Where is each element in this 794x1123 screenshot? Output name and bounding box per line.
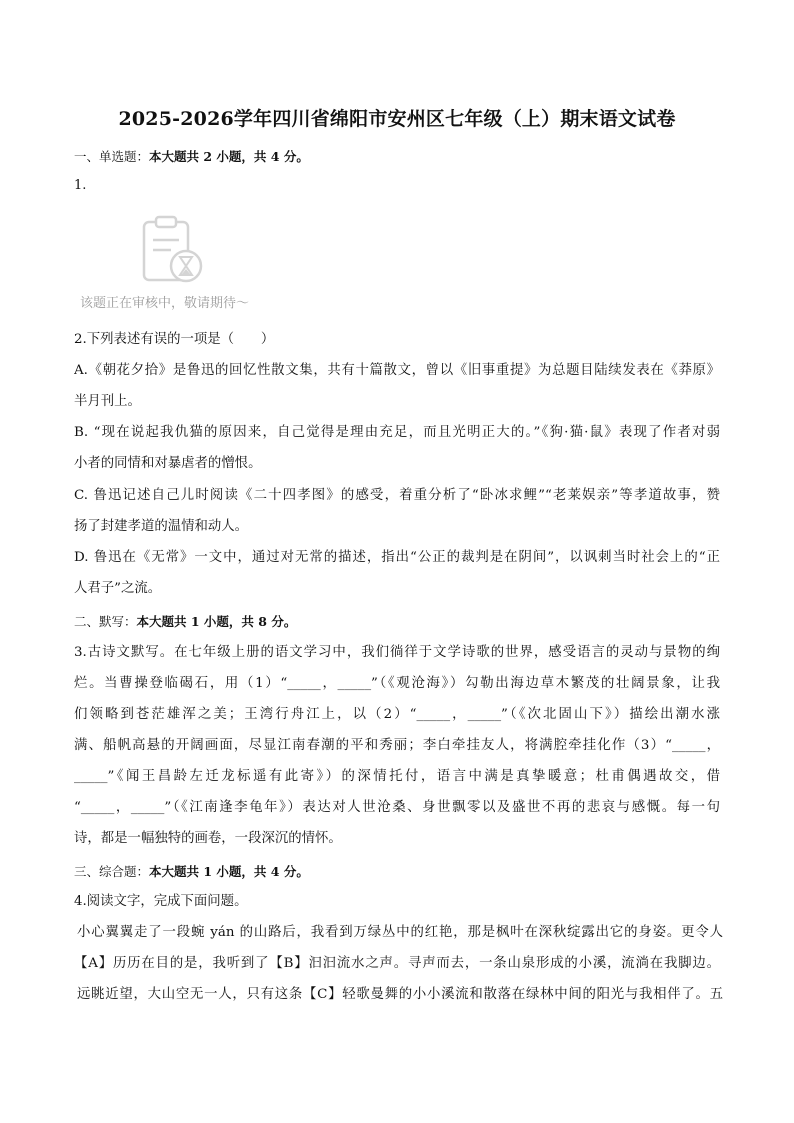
question-3-line-5: _____”《闻王昌龄左迁龙标遥有此寄》）的深情托付，语言中满是真挚暖意；杜甫偶遇故交，借 [74,769,720,784]
passage-line-1: 小心翼翼走了一段蜿 yán 的山路后，我看到万绿丛中的红艳，那是枫叶在深秋绽露出它的身姿。更令人 [77,925,723,940]
option-b-line-2: 小者的同情和对暴虐者的憎恨。 [74,456,262,471]
question-2-stem: 2.下列表述有误的一项是（ ） [74,332,275,347]
option-d-line-2: 人君子”之流。 [74,581,162,596]
section-detail: 本大题共 1 小题，共 8 分。 [136,614,297,629]
passage-line-3: 远眺近望，大山空无一人，只有这条【C】轻歌曼舞的小小溪流和散落在绿林中间的阳光与我相伴了。五 [77,987,723,1002]
option-a-line-2: 半月刊上。 [74,394,141,409]
section-prefix: 二、默写： [74,614,137,629]
option-c-line-1: C. 鲁迅记述自己儿时阅读《二十四孝图》的感受，着重分析了“卧冰求鲤”“老莱娱亲”等孝道故事，赞 [74,488,720,503]
question-3-line-3: 们领略到苍茫雄浑之美；王湾行舟江上，以（2）“_____，_____”（《次北固山下》）描绘出潮水涨 [74,707,720,722]
exam-title: 2025-2026学年四川省绵阳市安州区七年级（上）期末语文试卷 [118,108,676,130]
option-b-line-1: B. “现在说起我仇猫的原因来，自己觉得是理由充足，而且光明正大的。”《狗·猫·鼠》表现了作者对弱 [74,425,720,440]
section-heading-dictation [74,612,296,630]
option-c-line-2: 扬了封建孝道的温情和动人。 [74,519,249,534]
section-prefix: 三、综合题： [74,864,150,879]
section-prefix: 一、单选题： [74,149,150,164]
question-3-line-7: 诗，都是一幅独特的画卷，一段深沉的情怀。 [74,831,342,846]
under-review-notice: 该题正在审核中，敬请期待～ [80,296,250,311]
option-d-line-1: D. 鲁迅在《无常》一文中，通过对无常的描述，指出“公正的裁判是在阴间”，以讽刺当时社会上的“正 [74,550,720,565]
section-heading-comprehensive [74,862,309,880]
passage-line-2: 【A】历历在目的是，我听到了【B】汩汩流水之声。寻声而去，一条山泉形成的小溪，流淌在我脚边。 [74,956,720,971]
question-3-line-1: 3.古诗文默写。在七年级上册的语文学习中，我们徜徉于文学诗歌的世界，感受语言的灵动与景物的绚 [74,645,720,660]
question-3-line-4: 满、船帆高悬的开阔画面，尽显江南春潮的平和秀丽；李白牵挂友人，将满腔牵挂化作（3）“_____， [74,738,720,753]
section-heading-single-choice [74,147,309,165]
option-a-line-1: A.《朝花夕拾》是鲁迅的回忆性散文集，共有十篇散文，曾以《旧事重提》为总题目陆续发表在《莽原》 [74,363,720,378]
section-detail: 本大题共 2 小题，共 4 分。 [149,149,309,164]
section-detail: 本大题共 1 小题，共 4 分。 [149,864,309,879]
question-3-line-2: 烂。当曹操登临碣石，用（1）“_____，_____”（《观沧海》）勾勒出海边草木繁茂的壮阔景象，让我 [74,676,720,691]
question-4-stem: 4.阅读文字，完成下面问题。 [74,894,248,909]
question-3-line-6: “_____，_____”（《江南逢李龟年》）表达对人世沧桑、身世飘零以及盛世不再的悲哀与感慨。每一句 [74,800,720,815]
clipboard-hourglass-icon [136,212,212,288]
question-1-number: 1. [74,178,87,193]
